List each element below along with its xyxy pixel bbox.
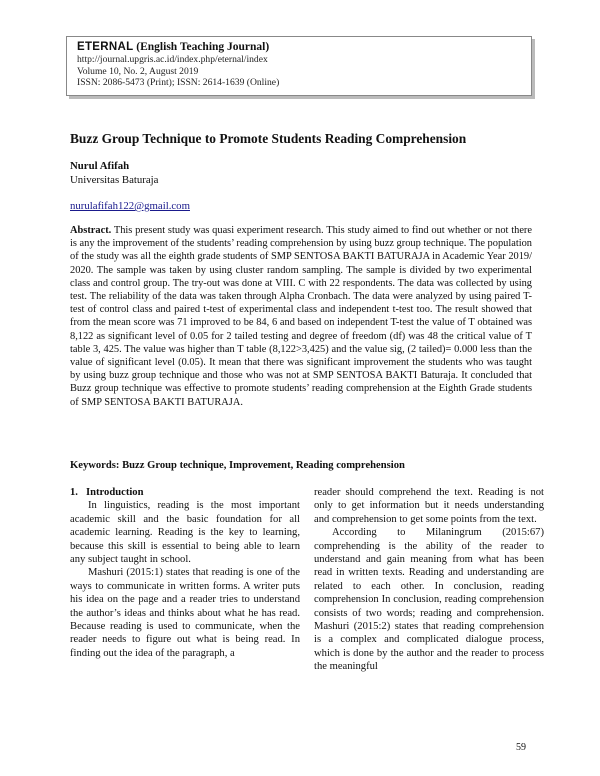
section-heading-introduction <box>70 486 300 499</box>
journal-issn: ISSN: 2086-5473 (Print); ISSN: 2614-1639 (Online) <box>77 77 280 88</box>
journal-name: (English Teaching Journal) <box>133 41 270 53</box>
journal-brand: ETERNAL <box>77 41 134 53</box>
paragraph: Mashuri (2015:1) states that reading is one of the ways to communicate in written forms. A writer puts his idea on the page and a reader tries to understand the author’s ideas and thinks about what he has read. Because reading is used to communicate, when the reader needs to figure out what is being read. In finding out the idea of the paragraph, a <box>70 567 300 659</box>
paper-title: Buzz Group Technique to Promote Students Reading Comprehension <box>70 131 467 146</box>
paragraph: In linguistics, reading is the most important academic skill and the basic foundation for all academic learning. Reading is the key to learning, because this skill is essential to being able to learn any subject taught in school. <box>70 500 300 566</box>
keywords: Keywords: Buzz Group technique, Improvement, Reading comprehension <box>70 460 405 471</box>
journal-title <box>77 41 521 54</box>
section-number: 1. <box>70 487 78 498</box>
body-column-left <box>70 486 300 660</box>
page-number: 59 <box>516 742 526 753</box>
abstract-text: This present study was quasi experiment research. This study aimed to find out whether or not there is any the improvement of the students’ reading comprehension by using buzz group technique. The population of the study was all the eighth grade students of SMP SENTOSA BAKTI BATURAJA in Academic Year 2019/ 2020. The sample was taken by using cluster random sampling. The sample is divided by two experimental class and control group. The try-out was done at VIII. C with 22 respondents. The data was collected by using test. The reliability of the data was taken through Alpha Cronbach. The data were analyzed by using paired T-test of control class and paired t-test of experimental class and independent t-test too. The result showed that from the mean score was 71 improved to be 84, 6 and based on independent T-test the value of T obtained was 8,122 as significant level of 0.05 for 2 tailed testing and degree of freedom (df) was 48 the critical value of T table 3, 425. The value was higher than T table (8,122>3,425) and the value sig, (2 tailed)= 0.000 less than the value of significant level (0.05). It mean that there was significant improvement the students who was taught by using buzz group technique and those who was not at SMP SENTOSA BAKTI Baturaja. It concluded that Buzz group technique was effective to promote students’ reading comprehension at the Eighth Grade students of SMP SENTOSA BAKTI BATURAJA. <box>70 225 532 408</box>
journal-header-box <box>66 36 532 96</box>
abstract-label: Abstract. <box>70 225 112 236</box>
journal-volume: Volume 10, No. 2, August 2019 <box>77 65 199 77</box>
paragraph: According to Milaningrum (2015:67) comprehending is the ability of the reader to understand and gain meaning from what has been read in written texts. Reading and understanding are related to each other. In conclusion, reading comprehension In conclusion, reading comprehension consists of two words; reading and comprehension. Mashuri (2015:2) states that reading comprehension is a complex and complicated dialogue process, which is done by the author and the reader to process the meaningful <box>314 527 544 673</box>
body-column-right <box>314 486 544 674</box>
abstract <box>70 224 532 409</box>
section-title: Introduction <box>86 487 144 498</box>
author-name: Nurul Afifah <box>70 160 130 172</box>
author-affiliation: Universitas Baturaja <box>70 174 159 186</box>
journal-url[interactable]: http://journal.upgris.ac.id/index.php/eternal/index <box>77 54 268 65</box>
paragraph: reader should comprehend the text. Reading is not only to get information but it needs understanding and comprehension to get some points from the text. <box>314 487 544 525</box>
author-email-link[interactable]: nurulafifah122@gmail.com <box>70 200 190 212</box>
